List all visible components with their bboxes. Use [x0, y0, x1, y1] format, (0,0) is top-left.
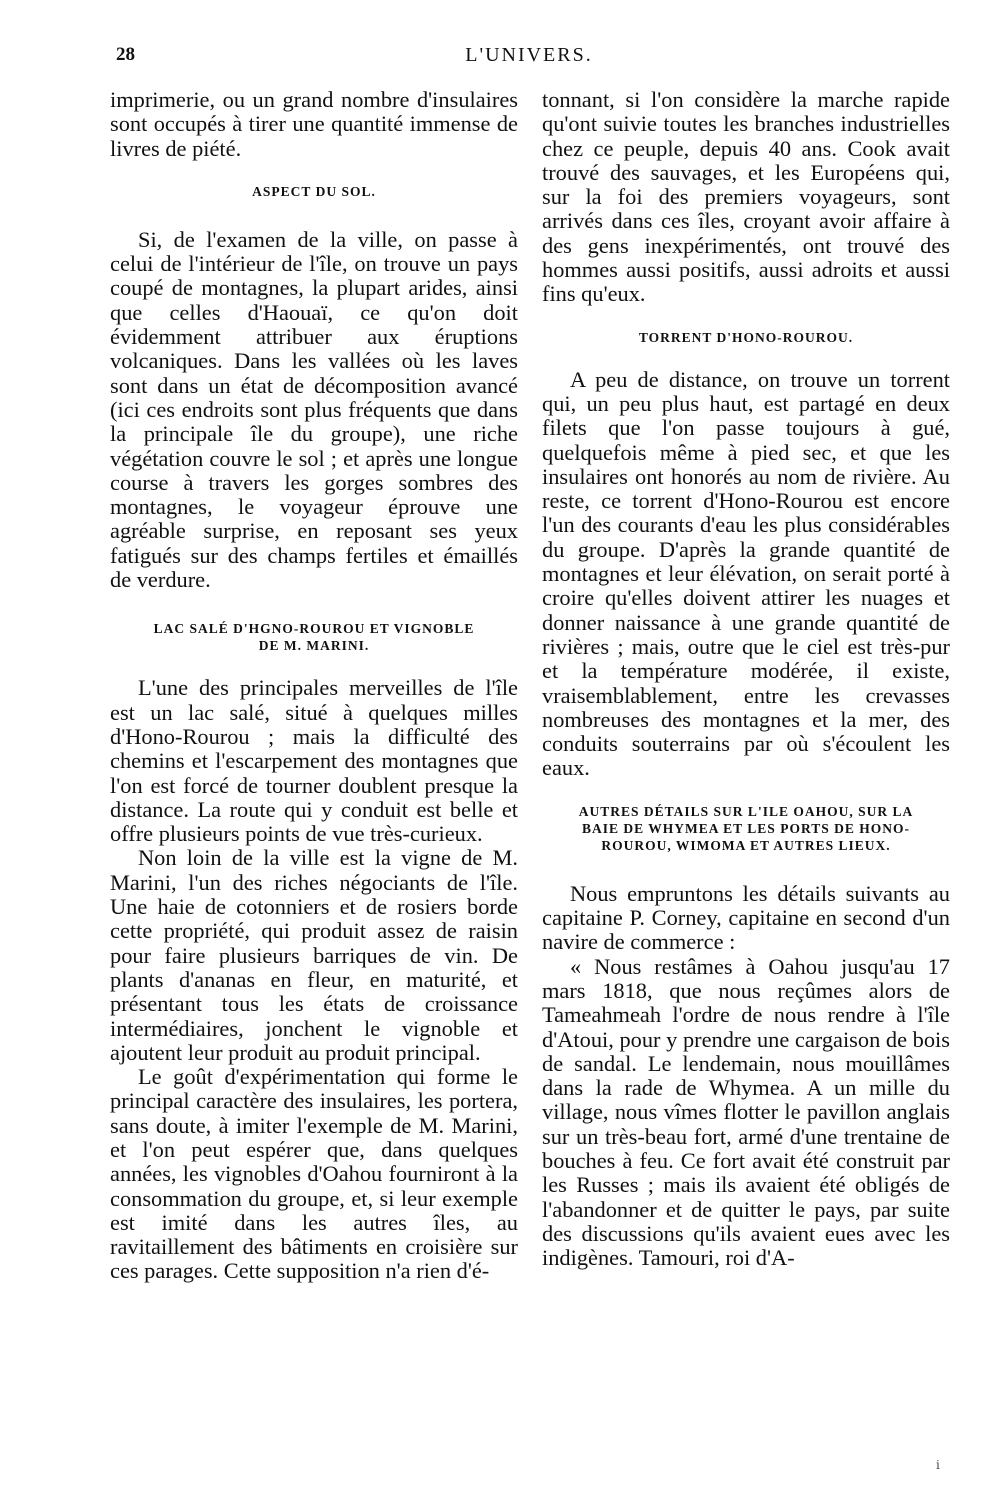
paragraph: Non loin de la ville est la vigne de M. Marini, l'un des riches négociants de l'île. Une haie de cotonniers et de rosiers borde cette propriété, qui produit assez de raisin pour faire plusieurs barriques de vin. De plants d'ananas en fleur, en maturité, et présentant tous les états de croissance intermédiaires, jonchent le vignoble et ajoutent leur produit au produit principal.: [110, 845, 518, 1065]
paragraph-continued: tonnant, si l'on considère la marche rapide qu'ont suivie toutes les branches industrielles chez ce peuple, depuis 40 ans. Cook avait trouvé des sauvages, et les Européens qui, sur la foi des premiers voyageurs, sont arrivés dans ces îles, croyant avoir affaire à des gens inexpérimentés, ont trouvé des hommes aussi positifs, aussi adroits et aussi fins qu'eux.: [542, 87, 950, 307]
left-column: [110, 88, 518, 1284]
paragraph: Nous empruntons les détails suivants au capitaine P. Corney, capitaine en second d'un navire de commerce :: [542, 880, 950, 955]
heading-line: ROUROU, WIMOMA ET AUTRES LIEUX.: [601, 837, 891, 853]
running-title: L'UNIVERS.: [465, 44, 593, 66]
section-heading-aspect-du-sol: ASPECT DU SOL.: [252, 183, 376, 199]
section-heading-torrent: TORRENT D'HONO-ROUROU.: [638, 329, 854, 345]
paragraph-quote: « Nous restâmes à Oahou jusqu'au 17 mars 1818, que nous reçûmes alors de Tameahmeah l'ordre de nous rendre à l'île d'Atoui, pour y prendre une cargaison de bois de sandal. Le lendemain, nous mouillâmes dans la rade de Whymea. A un mille du village, nous vîmes flotter le pavillon anglais sur un très-beau fort, armé d'une trentaine de bouches à feu. Ce fort avait été construit par les Russes ; mais ils avaient été obligés de l'abandonner et de quitter le pays, par suite des discussions qu'ils avaient eues avec les indigènes. Tamouri, roi d'A-: [542, 953, 950, 1271]
section-heading-lac-sale: [110, 620, 518, 654]
right-column: [542, 88, 950, 1270]
heading-line: LAC SALÉ D'HGNO-ROUROU ET VIGNOBLE: [153, 621, 475, 637]
paragraph: L'une des principales merveilles de l'île est un lac salé, situé à quelques milles d'Hono-Rourou ; mais la difficulté des chemins et l'escarpement des montagnes que l'on est forcé de tourner doublent presque la distance. La route qui y conduit est belle et offre plusieurs points de vue très-curieux.: [110, 675, 518, 847]
paragraph: Si, de l'examen de la ville, on passe à celui de l'intérieur de l'île, on trouve un pays coupé de montagnes, la plupart arides, ainsi que celles d'Haouaï, ce qu'on doit évidemment attribuer aux éruptions volcaniques. Dans les vallées où les laves sont dans un état de décomposition avancé (ici ces endroits sont plus fréquents que dans la principale île du groupe), une riche végétation couvre le sol ; et après une longue course à travers les gorges sombres des montagnes, le voyageur éprouve une agréable surprise, en reposant ses yeux fatigués sur des champs fertiles et émaillés de verdure.: [110, 226, 518, 593]
heading-line: AUTRES DÉTAILS SUR L'ILE OAHOU, SUR LA: [578, 803, 914, 819]
heading-line: DE M. MARINI.: [258, 638, 370, 654]
heading-line: BAIE DE WHYMEA ET LES PORTS DE HONO-: [582, 820, 910, 836]
paragraph-continued: imprimerie, ou un grand nombre d'insulaires sont occupés à tirer une quantité immense de livres de piété.: [110, 87, 518, 161]
footer-mark: i: [936, 1458, 940, 1472]
paragraph: A peu de distance, on trouve un torrent qui, un peu plus haut, est partagé en deux filets que l'on passe toujours à gué, quelquefois même à pied sec, et que les insulaires ont honorés au nom de rivière. Au reste, ce torrent d'Hono-Rourou est encore l'un des courants d'eau les plus considérables du groupe. D'après la grande quantité de montagnes et leur élévation, on serait porté à croire qu'elles doivent attirer les nuages et donner naissance à une grande quantité de rivières ; mais, outre que le ciel est très-pur et la température modérée, il existe, vraisemblablement, entre les crevasses nombreuses des montagnes et la mer, des conduits souterrains par où s'écoulent les eaux.: [542, 366, 950, 781]
section-heading-autres-details: [542, 803, 950, 854]
page-header: [110, 44, 948, 74]
paragraph: Le goût d'expérimentation qui forme le principal caractère des insulaires, les portera, sans doute, à imiter l'exemple de M. Marini, et l'on peut espérer que, dans quelques années, les vignobles d'Oahou fourniront à la consommation du groupe, et, si leur exemple est imité dans les autres îles, au ravitaillement des bâtiments en croisière sur ces parages. Cette supposition n'a rien d'é-: [110, 1064, 518, 1284]
page-number: 28: [116, 44, 135, 65]
